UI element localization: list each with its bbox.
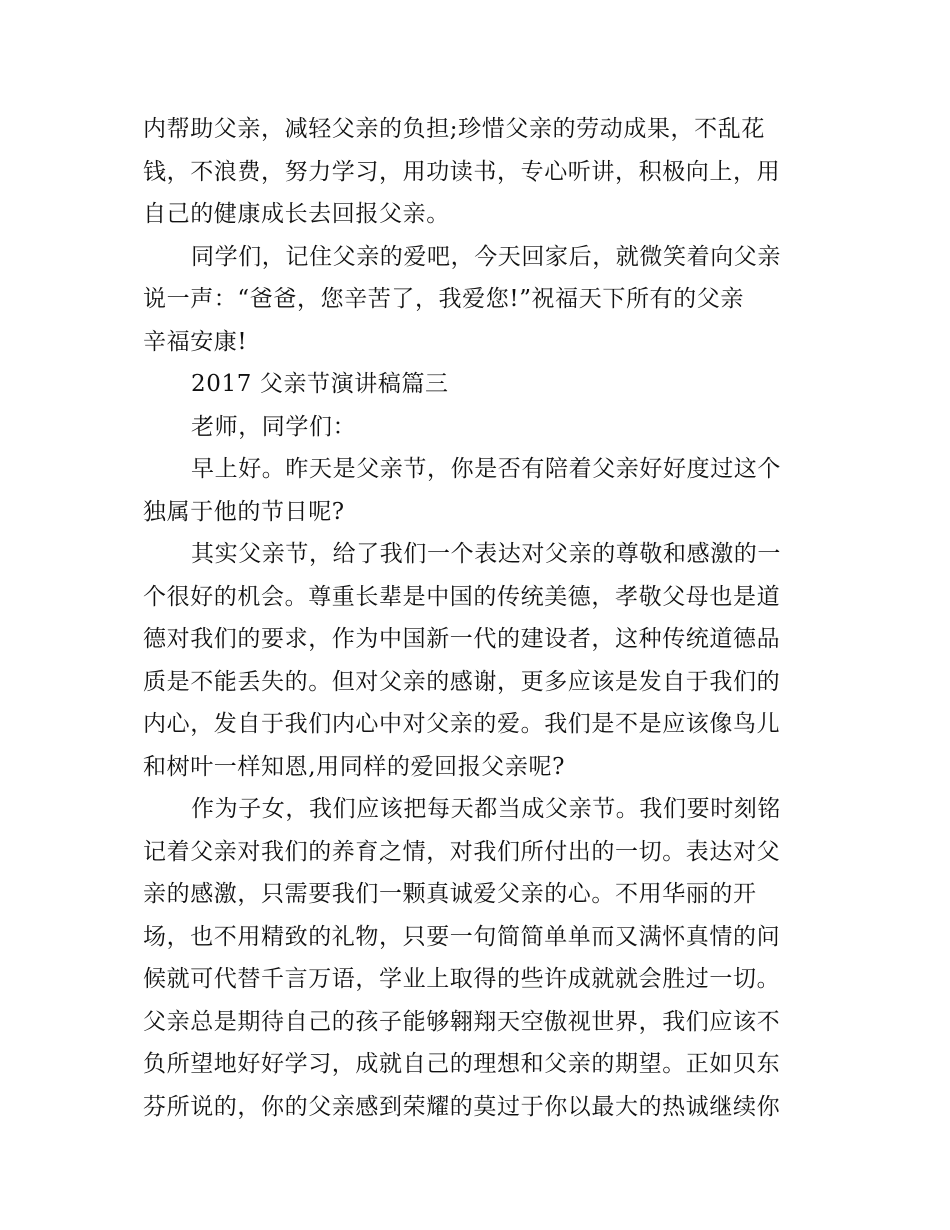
text-line: 钱，不浪费，努力学习，用功读书，专心听讲，积极向上，用 bbox=[143, 158, 781, 185]
text-line: 内帮助父亲，减轻父亲的负担;珍惜父亲的劳动成果，不乱花 bbox=[143, 116, 765, 142]
text-line: 质是不能丢失的。但对父亲的感谢，更多应该是发自于我们的 bbox=[143, 668, 781, 695]
text-line: 父亲总是期待自己的孩子能够翱翔天空傲视世界，我们应该不 bbox=[143, 1008, 781, 1035]
paragraph-first-line: 作为子女，我们应该把每天都当成父亲节。我们要时刻铭 bbox=[191, 796, 781, 822]
paragraph-first-line: 早上好。昨天是父亲节，你是否有陪着父亲好好度过这个 bbox=[191, 456, 781, 482]
text-line: 德对我们的要求，作为中国新一代的建设者，这种传统道德品 bbox=[143, 626, 781, 652]
text-line: 自己的健康成长去回报父亲。 bbox=[143, 201, 450, 227]
text-line: 负所望地好好学习，成就自己的理想和父亲的期望。正如贝东 bbox=[143, 1051, 781, 1077]
salutation: 老师，同学们： bbox=[191, 413, 357, 440]
text-line: 记着父亲对我们的养育之情，对我们所付出的一切。表达对父 bbox=[143, 838, 781, 865]
text-line: 独属于他的节日呢? bbox=[143, 498, 345, 525]
text-line: 芬所说的，你的父亲感到荣耀的莫过于你以最大的热诚继续你 bbox=[143, 1093, 781, 1120]
paragraph-first-line: 其实父亲节，给了我们一个表达对父亲的尊敬和感激的一 bbox=[191, 541, 781, 567]
text-line: 辛福安康! bbox=[143, 328, 248, 355]
text-line: 个很好的机会。尊重长辈是中国的传统美德，孝敬父母也是道 bbox=[143, 583, 781, 610]
paragraph-first-line: 同学们，记住父亲的爱吧，今天回家后，就微笑着向父亲 bbox=[191, 243, 781, 270]
text-line: 说一声：“爸爸，您辛苦了，我爱您!”祝福天下所有的父亲 bbox=[143, 286, 744, 312]
text-line: 内心，发自于我们内心中对父亲的爱。我们是不是应该像鸟儿 bbox=[143, 711, 781, 737]
text-line: 候就可代替千言万语，学业上取得的些许成就就会胜过一切。 bbox=[143, 966, 781, 992]
text-line: 亲的感激，只需要我们一颗真诚爱父亲的心。不用华丽的开 bbox=[143, 881, 757, 907]
section-heading: 2017 父亲节演讲稿篇三 bbox=[191, 371, 449, 397]
text-line: 和树叶一样知恩,用同样的爱回报父亲呢? bbox=[143, 753, 566, 780]
document-body bbox=[143, 108, 815, 1128]
text-line: 场，也不用精致的礼物，只要一句简简单单而又满怀真情的问 bbox=[143, 923, 781, 950]
